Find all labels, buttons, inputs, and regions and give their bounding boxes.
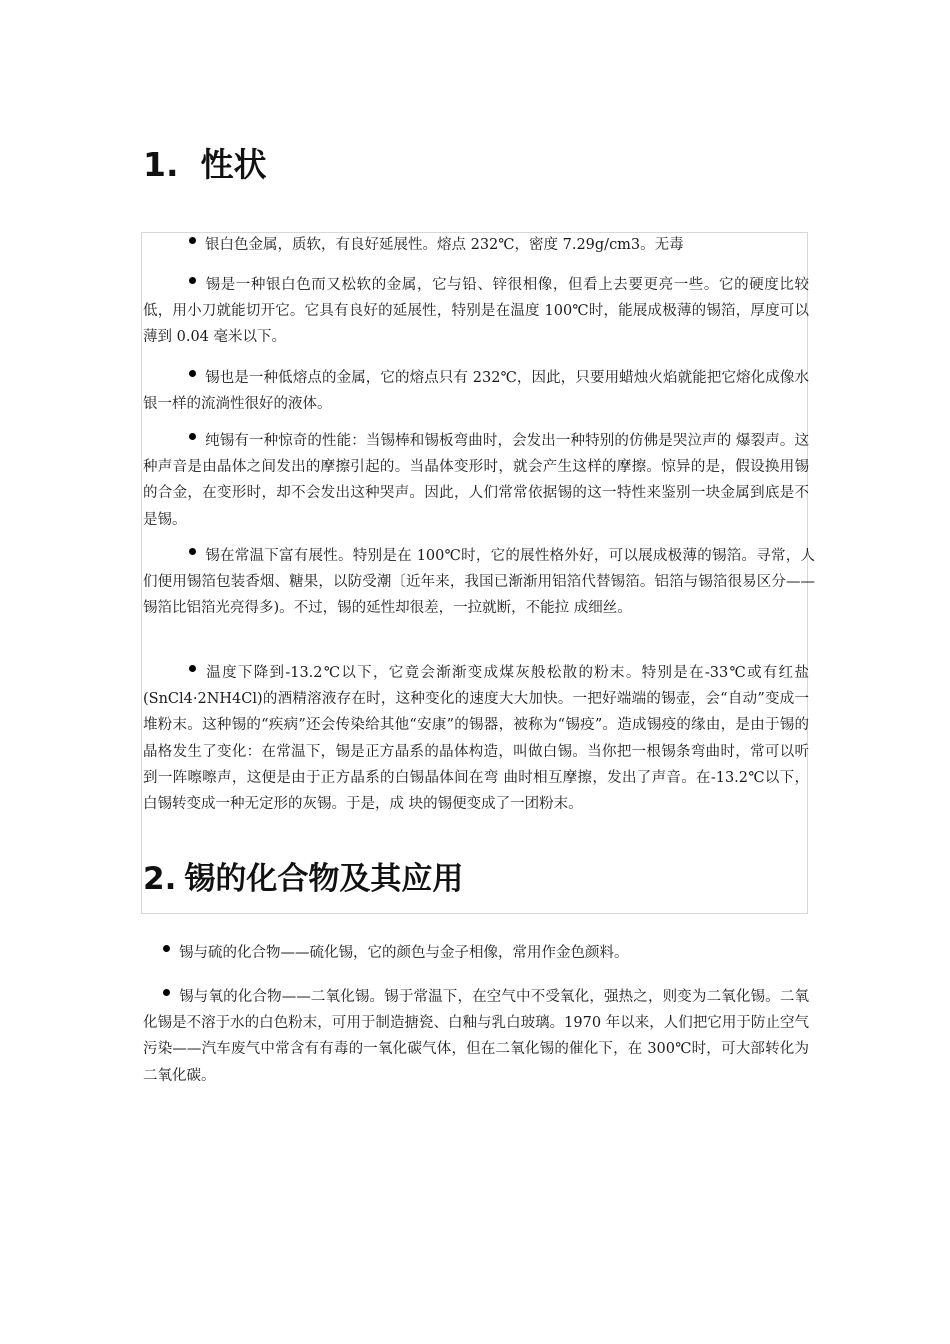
bullet-paragraph	[143, 660, 809, 817]
bullet-paragraph	[143, 272, 809, 351]
bullet-icon	[189, 277, 196, 284]
paragraph-text: 锡与硫的化合物——硫化锡，它的颜色与金子相像，常用作金色颜料。	[179, 945, 629, 961]
bullet-icon	[189, 665, 196, 672]
bullet-paragraph	[143, 428, 809, 533]
section-title: 性状	[200, 145, 267, 184]
bullet-icon	[189, 237, 196, 244]
section-heading-compounds	[143, 856, 463, 902]
bullet-icon	[189, 370, 196, 377]
paragraph-text: 银白色金属，质软，有良好延展性。熔点 232℃，密度 7.29g/cm3。无毒	[205, 237, 684, 253]
section-number: 1.	[143, 145, 179, 184]
bullet-paragraph	[143, 940, 809, 966]
section-heading-properties	[143, 142, 267, 188]
bullet-icon	[189, 433, 196, 440]
paragraph-text: 温度下降到-13.2℃以下，它竟会渐渐变成煤灰般松散的粉末。特别是在-33℃或有红盐(SnCl4·2NH4Cl)的酒精溶液存在时，这种变化的速度大大加快。一把好端端的锡壶，会“自动”变成一堆粉末。这种锡的“疾病”还会传染给其他“安康”的锡器，被称为“锡疫”。造成锡疫的缘由，是由于锡的晶格发生了变化：在常温下，锡是正方晶系的晶体构造，叫做白锡。当你把一根锡条弯曲时，常可以听到一阵嚓嚓声，这便是由于正方晶系的白锡晶体间在弯 曲时相互摩擦，发出了声音。在-13.2℃以下，白锡转变成一种无定形的灰锡。于是，成 块的锡便变成了一团粉末。	[143, 665, 809, 813]
section-title: 锡的化合物及其应用	[184, 861, 464, 897]
bullet-paragraph	[143, 365, 809, 417]
bullet-icon	[189, 548, 196, 555]
bullet-paragraph	[143, 232, 809, 258]
paragraph-text: 锡在常温下富有展性。特别是在 100℃时，它的展性格外好，可以展成极薄的锡箔。寻常，人们便用锡箔包装香烟、糖果，以防受潮〔近年来，我国已渐渐用铝箔代替锡箔。铝箔与锡箔很易区分——锡箔比铝箔光亮得多)。不过，锡的延性却很差，一拉就断，不能拉 成细丝。	[143, 548, 815, 617]
paragraph-text: 锡是一种银白色而又松软的金属，它与铅、锌很相像，但看上去要更亮一些。它的硬度比较低，用小刀就能切开它。它具有良好的延展性，特别是在温度 100℃时，能展成极薄的锡箔，厚度可以薄到 0.04 毫米以下。	[143, 277, 809, 346]
paragraph-text: 锡与氧的化合物——二氧化锡。锡于常温下，在空气中不受氧化，强热之，则变为二氧化锡。二氧化锡是不溶于水的白色粉末，可用于制造搪瓷、白釉与乳白玻璃。1970 年以来，人们把它用于防止空气污染——汽车废气中常含有有毒的一氧化碳气体，但在二氧化锡的催化下，在 300℃时，可大部转化为二氧化碳。	[143, 989, 809, 1084]
paragraph-text: 纯锡有一种惊奇的性能：当锡棒和锡板弯曲时，会发出一种特别的仿佛是哭泣声的 爆裂声。这种声音是由晶体之间发出的摩擦引起的。当晶体变形时，就会产生这样的摩擦。惊异的是，假设换用锡的合金，在变形时，却不会发出这种哭声。因此，人们常常依据锡的这一特性来鉴别一块金属到底是不是锡。	[143, 433, 809, 528]
bullet-paragraph	[143, 543, 815, 622]
bullet-icon	[163, 989, 170, 996]
paragraph-text: 锡也是一种低熔点的金属，它的熔点只有 232℃，因此，只要用蜡烛火焰就能把它熔化成像水银一样的流淌性很好的液体。	[143, 370, 809, 413]
bullet-icon	[163, 945, 170, 952]
section-number: 2.	[143, 861, 177, 897]
bullet-paragraph	[143, 984, 809, 1089]
